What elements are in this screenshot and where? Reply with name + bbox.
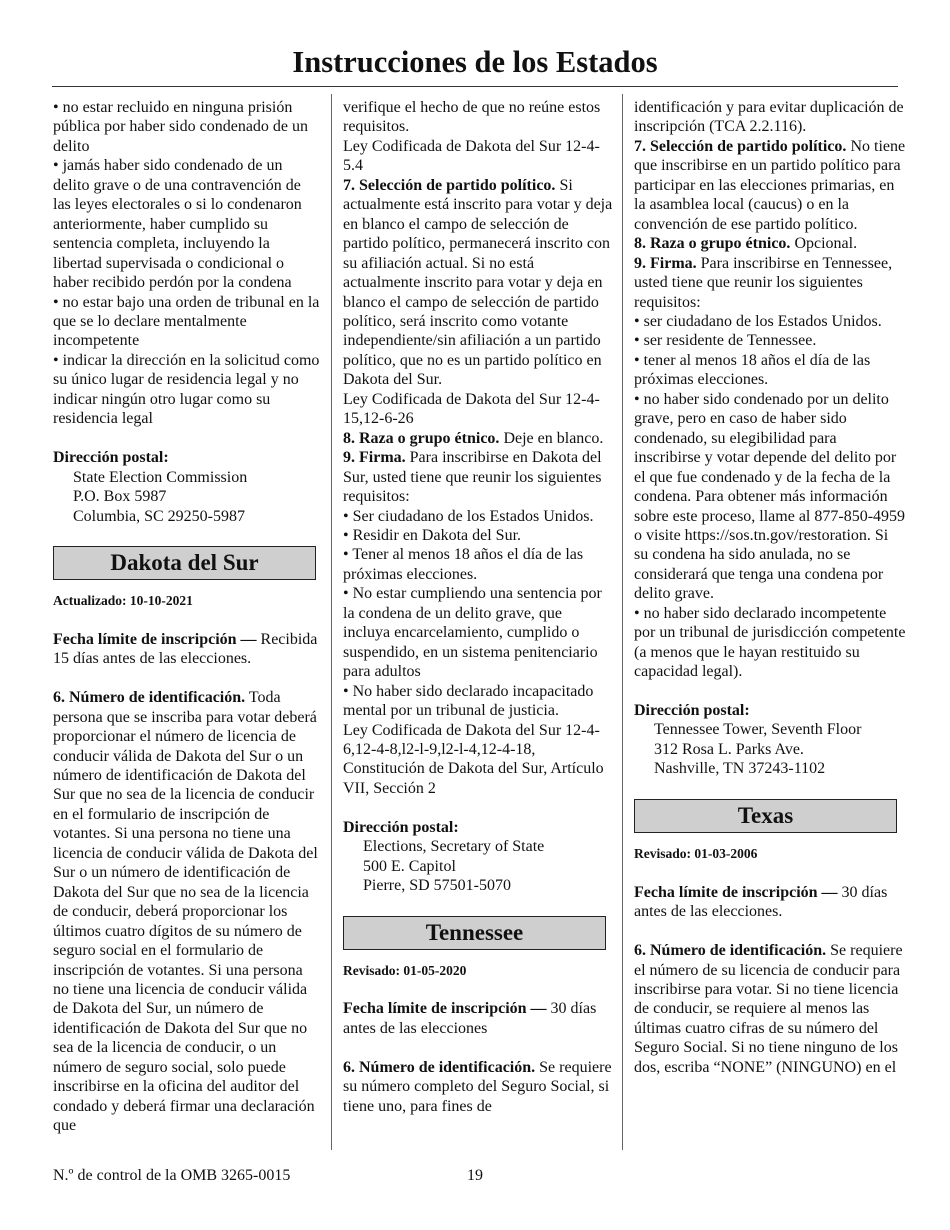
column-divider xyxy=(622,94,623,1150)
tn-mail-line: Nashville, TN 37243-1102 xyxy=(654,760,826,778)
column-3 xyxy=(634,98,906,1077)
title-rule xyxy=(52,86,898,87)
tx-revised-date: Revisado: 01-03-2006 xyxy=(634,845,758,861)
sc-bullet: • indicar la dirección en la solicitud como su único lugar de residencia legal y no indicar ningún otro lugar como su residencia legal xyxy=(53,351,320,428)
page-number: 19 xyxy=(467,1167,483,1184)
column-1 xyxy=(53,98,321,1136)
sd-signature: 9. Firma. Para inscribirse en Dakota del Sur, usted tiene que reunir los siguientes requisitos: xyxy=(343,449,602,506)
sd-id-cont: verifique el hecho de que no reúne estos requisitos. xyxy=(343,99,601,136)
sd-deadline: Fecha límite de inscripción — Recibida 15 días antes de las elecciones. xyxy=(53,630,318,668)
tn-mail-line: Tennessee Tower, Seventh Floor xyxy=(654,721,862,739)
tn-party-selection: 7. Selección de partido político. No tiene que inscribirse en un partido político para participar en las elecciones primarias, en la asamblea local (caucus) o en la convención de ese partido político. xyxy=(634,137,906,233)
sd-mail-line: Pierre, SD 57501-5070 xyxy=(363,877,511,895)
tn-mail-line: 312 Rosa L. Parks Ave. xyxy=(654,740,804,758)
column-divider xyxy=(331,94,332,1150)
sc-mail-label: Dirección postal: xyxy=(53,449,169,467)
tx-id-number: 6. Número de identificación. Se requiere el número de su licencia de conducir para inscribirse para votar. Si no tiene licencia de conducir, se requiere al menos las últimas cuatro cifras de su número del Seguro Social. Si no tiene ninguno de los dos, escriba “NONE” (NINGUNO) en el xyxy=(634,942,903,1076)
section-header-tennessee: Tennessee xyxy=(343,916,606,950)
tn-sign-bullet: • no haber sido condenado por un delito grave, pero en caso de haber sido condenado, su elegibilidad para inscribirse y votar depende del delito por el que fue condenado y de la fecha de la condena. Para obtener más información sobre este proceso, llame al 877-850-4959 o visite https://sos.tn.gov/restoration. Si su condena ha sido anulada, no se considerará que tenga una condena por delito grave. xyxy=(634,390,906,603)
sd-id-number: 6. Número de identificación. Toda persona que se inscriba para votar deberá proporcionar el número de licencia de conducir válida de Dakota del Sur o un número de identificación de Dakota del Sur que no sea de la licencia de conducir en el formulario de inscripción de votantes. Si una persona no tiene una licencia de conducir válida de Dakota del Sur o un número de identificación de Dakota del Sur que no sea de la licencia de conducir, deberá proporcionar los últimos cuatro dígitos de su número de seguro social en el formulario de inscripción de votantes. Si una persona no tiene una licencia de conducir válida de Dakota del Sur, un número de identificación de Dakota del Sur que no sea de la licencia de conducir, o un número de seguro social, solo puede inscribirse en la oficina del auditor del condado y deberá firmar una declaración que xyxy=(53,689,318,1135)
sc-mail-line: State Election Commission xyxy=(73,468,248,486)
sd-sign-bullet: • Ser ciudadano de los Estados Unidos. xyxy=(343,507,594,525)
tx-deadline: Fecha límite de inscripción — 30 días antes de las elecciones. xyxy=(634,883,888,921)
tn-deadline: Fecha límite de inscripción — 30 días antes de las elecciones xyxy=(343,1000,597,1037)
sc-bullet: • no estar recluido en ninguna prisión pública por haber sido condenado de un delito xyxy=(53,99,309,155)
sc-mail-line: Columbia, SC 29250-5987 xyxy=(73,507,246,525)
sc-bullet: • no estar bajo una orden de tribunal en la que se lo declare mentalmente incompetente xyxy=(53,293,320,350)
sd-sign-bullet: • No haber sido declarado incapacitado mental por un tribunal de justicia. xyxy=(343,682,594,720)
sd-mail-label: Dirección postal: xyxy=(343,818,459,836)
column-2 xyxy=(343,98,613,1116)
sc-bullet: • jamás haber sido condenado de un delito grave o de una contravención de las leyes electorales o si lo condenaron anteriormente, haber cumplido su sentencia completa, incluyendo la libertad supervisada o condicional o haber recibido perdón por la condena xyxy=(53,157,302,292)
sd-id-law: Ley Codificada de Dakota del Sur 12-4-5.4 xyxy=(343,137,600,175)
sd-sign-law: Ley Codificada de Dakota del Sur 12-4-6,12-4-8,l2-l-9,l2-l-4,12-4-18, Constitución de Dakota del Sur, Artículo VII, Sección 2 xyxy=(343,721,604,797)
sd-sign-bullet: • No estar cumpliendo una sentencia por la condena de un delito grave, que incluya encarcelamiento, cumplido o suspendido, en un sistema penitenciario para adultos xyxy=(343,585,602,681)
tn-revised-date: Revisado: 01-05-2020 xyxy=(343,962,467,978)
sd-updated-date: Actualizado: 10-10-2021 xyxy=(53,592,193,608)
sd-mail-line: Elections, Secretary of State xyxy=(363,838,545,856)
sc-mail-line: P.O. Box 5987 xyxy=(73,488,167,506)
page-title: Instrucciones de los Estados xyxy=(292,45,658,79)
section-header-texas: Texas xyxy=(634,799,897,833)
tn-sign-bullet: • ser ciudadano de los Estados Unidos. xyxy=(634,312,882,330)
omb-control-number: N.º de control de la OMB 3265-0015 xyxy=(53,1167,291,1184)
tn-race: 8. Raza o grupo étnico. Opcional. xyxy=(634,235,858,253)
sd-mail-line: 500 E. Capitol xyxy=(363,857,456,875)
tn-sign-bullet: • ser residente de Tennessee. xyxy=(634,332,817,350)
sd-party-selection: 7. Selección de partido político. Si actualmente está inscrito para votar y deja en blanco el campo de selección de partido político, permanecerá inscrito con su afiliación actual. Si no está actualmente inscrito para votar y deja en blanco el campo de selección de partido político, será inscrito como votante independiente/sin afiliación a un partido político, que no es un partido político en Dakota del Sur. xyxy=(343,176,613,389)
sd-race: 8. Raza o grupo étnico. Deje en blanco. xyxy=(343,429,604,447)
tn-sign-bullet: • tener al menos 18 años el día de las próximas elecciones. xyxy=(634,351,871,389)
tn-signature: 9. Firma. Para inscribirse en Tennessee, usted tiene que reunir los siguientes requisitos: xyxy=(634,254,893,311)
sd-party-law: Ley Codificada de Dakota del Sur 12-4-15,12-6-26 xyxy=(343,390,600,428)
sd-sign-bullet: • Residir en Dakota del Sur. xyxy=(343,526,522,544)
section-header-south-dakota: Dakota del Sur xyxy=(53,546,316,580)
tn-mail-label: Dirección postal: xyxy=(634,702,750,720)
sd-sign-bullet: • Tener al menos 18 años el día de las próximas elecciones. xyxy=(343,546,584,583)
tn-id-number: 6. Número de identificación. Se requiere su número completo del Seguro Social, si tiene uno, para fines de xyxy=(343,1058,612,1115)
tn-sign-bullet: • no haber sido declarado incompetente por un tribunal de jurisdicción competente (a menos que le hayan restituido su capacidad legal). xyxy=(634,604,906,681)
tn-id-cont: identificación y para evitar duplicación de inscripción (TCA 2.2.116). xyxy=(634,99,904,136)
